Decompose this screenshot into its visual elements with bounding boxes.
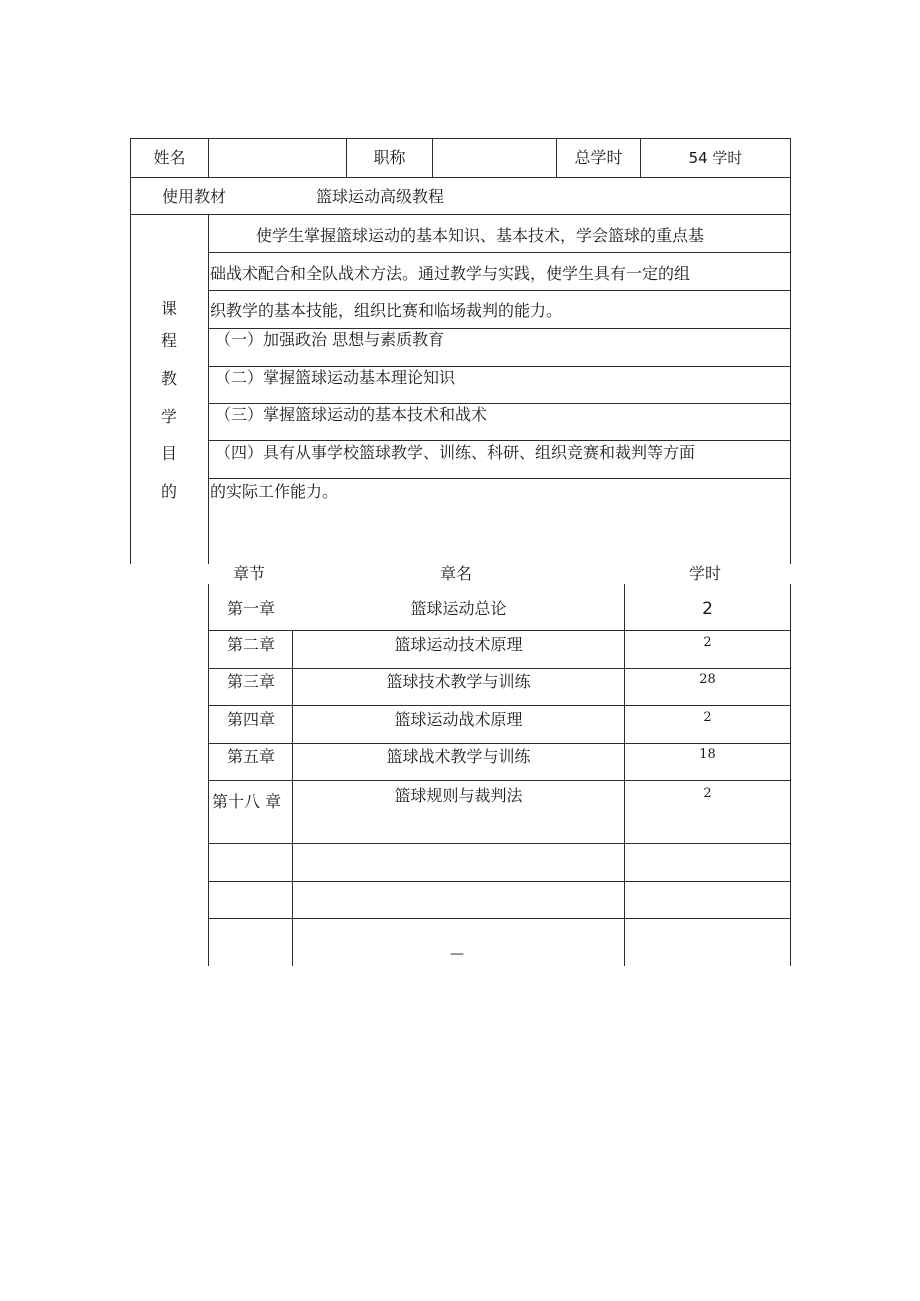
objective-line: （四）具有从事学校篮球教学、训练、科研、组织竞赛和裁判等方面 — [215, 443, 696, 462]
objective-line: （三）掌握篮球运动的基本技术和战术 — [215, 405, 488, 424]
chapter-name: 篮球技术教学与训练 — [386, 672, 531, 691]
textbook-value: 篮球运动高级教程 — [316, 187, 445, 206]
objective-line: 的实际工作能力。 — [210, 482, 339, 501]
rule-chapter-row — [209, 705, 791, 706]
rule-chapter-row — [209, 743, 791, 744]
rule-obj-2 — [209, 290, 791, 291]
total-hours-label: 总学时 — [574, 148, 623, 167]
chapters-header-name: 章名 — [440, 564, 473, 583]
total-hours-value: 54 学时 — [688, 149, 743, 167]
chapter-name: 篮球战术教学与训练 — [386, 747, 531, 766]
chapter-number: 第五章 — [227, 747, 276, 766]
objectives-label-char: 教 — [161, 369, 178, 388]
rule-chapter-left — [208, 584, 209, 966]
chapter-hours: 2 — [702, 599, 713, 619]
chapter-hours: 2 — [703, 635, 712, 650]
rule-obj-4 — [209, 366, 791, 367]
chapters-header-hours: 学时 — [689, 564, 722, 583]
rule-obj-5 — [209, 403, 791, 404]
objective-line: （二）掌握篮球运动基本理论知识 — [215, 368, 456, 387]
objectives-label-char: 程 — [161, 331, 178, 350]
chapter-name: 篮球运动战术原理 — [394, 710, 523, 729]
rule-header-sep-3 — [432, 138, 433, 178]
rule-chapter-row — [209, 881, 791, 882]
rule-chapter-row — [209, 780, 791, 781]
rule-header-sep-1 — [208, 138, 209, 178]
rule-right — [790, 138, 791, 564]
objectives-label-char: 课 — [161, 299, 178, 318]
chapter-name: 篮球运动总论 — [410, 599, 507, 618]
chapter-hours: 2 — [703, 786, 712, 801]
objectives-label-char: 学 — [161, 407, 178, 426]
rule-objectives-sep — [208, 214, 209, 564]
textbook-label: 使用教材 — [162, 187, 227, 206]
footer-mark: — — [450, 946, 464, 962]
rule-obj-7 — [209, 478, 791, 479]
objective-line: 使学生掌握篮球运动的基本知识、基本技术，学会篮球的重点基 — [256, 226, 705, 245]
objectives-label-char: 的 — [161, 482, 178, 501]
chapters-header-chapter: 章节 — [233, 564, 266, 583]
rule-chapter-row — [209, 668, 791, 669]
chapter-hours: 18 — [699, 747, 716, 762]
chapter-number: 第十八 章 — [212, 792, 282, 811]
rule-chapter-row — [209, 630, 791, 631]
chapter-number: 第二章 — [227, 635, 276, 654]
chapter-name: 篮球运动技术原理 — [394, 635, 523, 654]
objective-line: 础战术配合和全队战术方法。通过教学与实践，使学生具有一定的组 — [210, 264, 691, 283]
objective-line: （一）加强政治 思想与素质教育 — [215, 330, 445, 349]
chapter-hours: 2 — [703, 710, 712, 725]
name-label: 姓名 — [153, 148, 186, 167]
rule-textbook-bottom — [130, 214, 791, 215]
rule-header-bottom — [130, 177, 791, 178]
objectives-label-char: 目 — [161, 444, 178, 463]
rule-left — [130, 138, 131, 564]
rule-chapter-right — [790, 584, 791, 966]
rule-chapter-row — [209, 918, 791, 919]
rule-top — [130, 138, 791, 139]
chapter-name: 篮球规则与裁判法 — [394, 786, 523, 805]
chapter-number: 第三章 — [227, 672, 276, 691]
rule-obj-6 — [209, 440, 791, 441]
chapter-number: 第一章 — [227, 599, 276, 618]
chapter-hours: 28 — [699, 672, 716, 687]
rule-obj-3 — [209, 328, 791, 329]
objective-line: 织教学的基本技能，组织比赛和临场裁判的能力。 — [210, 301, 563, 320]
rule-chapter-row — [209, 843, 791, 844]
rule-obj-1 — [209, 252, 791, 253]
title-label: 职称 — [373, 148, 406, 167]
chapter-number: 第四章 — [227, 710, 276, 729]
